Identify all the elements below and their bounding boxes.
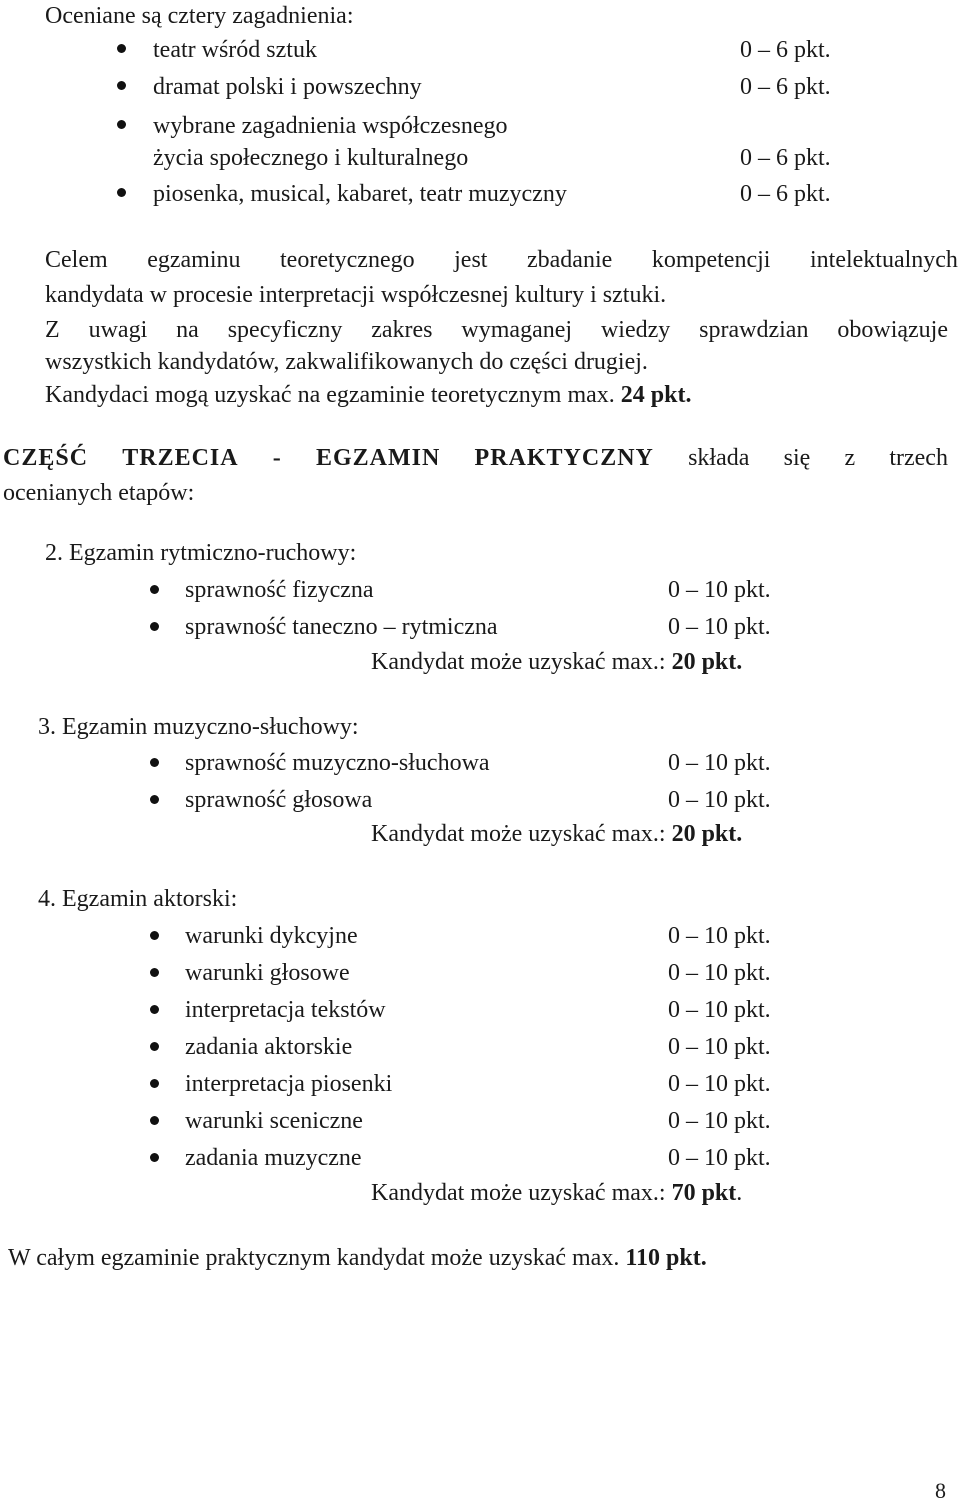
- heading-word: TRZECIA: [122, 445, 239, 471]
- exam-item-label: interpretacja piosenki: [185, 1071, 393, 1097]
- word: Celem: [45, 247, 108, 273]
- total-text: W całym egzaminie praktycznym kandydat może uzyskać max.: [8, 1245, 620, 1271]
- word: na: [176, 317, 199, 343]
- word: sprawdzian: [699, 317, 809, 343]
- heading-word: PRAKTYCZNY: [474, 445, 654, 471]
- word: składa: [688, 445, 750, 471]
- word: uwagi: [88, 317, 148, 343]
- heading-word: -: [272, 445, 282, 471]
- bullet-icon: [150, 968, 159, 977]
- exam-item-points: 0 – 10 pkt.: [668, 577, 771, 603]
- heading-word: EGZAMIN: [316, 445, 441, 471]
- page-number: 8: [935, 1478, 946, 1503]
- exam-item-points: 0 – 10 pkt.: [668, 997, 771, 1023]
- word: wymaganej: [461, 317, 573, 343]
- exam-max-line: [371, 822, 742, 846]
- topic-label: dramat polski i powszechny: [153, 74, 422, 100]
- para1-line2: kandydata w procesie interpretacji współczesnej kultury i sztuki.: [45, 282, 667, 308]
- exam-max-tail: .: [736, 1180, 743, 1206]
- word: trzech: [889, 445, 948, 471]
- exam-item-points: 0 – 10 pkt.: [668, 1108, 771, 1134]
- bullet-icon: [150, 585, 159, 594]
- topic-points: 0 – 6 pkt.: [740, 145, 831, 171]
- exam-item-label: warunki głosowe: [185, 960, 350, 986]
- bullet-icon: [150, 1116, 159, 1125]
- word: teoretycznego: [280, 247, 415, 273]
- exam-item-label: warunki dykcyjne: [185, 923, 358, 949]
- exam-max-line: [371, 1181, 742, 1205]
- topic-points: 0 – 6 pkt.: [740, 37, 831, 63]
- exam-max-text: Kandydat może uzyskać max.:: [371, 821, 666, 847]
- word: kompetencji: [651, 247, 771, 273]
- part3-heading-line: [3, 446, 948, 470]
- topic-label: wybrane zagadnienia współczesnego: [153, 113, 508, 139]
- theory-max-points: 24 pkt.: [620, 382, 692, 408]
- bullet-icon: [117, 81, 126, 90]
- para2-line1: [45, 318, 948, 342]
- topic-points: 0 – 6 pkt.: [740, 74, 831, 100]
- exam-title: 2. Egzamin rytmiczno-ruchowy:: [45, 540, 357, 566]
- word: z: [844, 445, 856, 471]
- bullet-icon: [150, 795, 159, 804]
- part3-line2: ocenianych etapów:: [3, 480, 195, 506]
- word: zbadanie: [527, 247, 613, 273]
- bullet-icon: [117, 44, 126, 53]
- word: Z: [45, 317, 60, 343]
- exam-max-points: 20 pkt.: [671, 649, 743, 675]
- theory-max-text: Kandydaci mogą uzyskać na egzaminie teoretycznym max.: [45, 382, 615, 408]
- heading-word: CZĘŚĆ: [3, 445, 89, 471]
- topic-label: teatr wśród sztuk: [153, 37, 317, 63]
- exam-max-text: Kandydat może uzyskać max.:: [371, 649, 666, 675]
- bullet-icon: [150, 1079, 159, 1088]
- exam-max-points: 70 pkt: [671, 1180, 737, 1206]
- word: obowiązuje: [837, 317, 948, 343]
- word: intelektualnych: [809, 247, 958, 273]
- topic-label-continued: życia społecznego i kulturalnego: [153, 145, 469, 171]
- exam-item-points: 0 – 10 pkt.: [668, 787, 771, 813]
- word: specyficzny: [227, 317, 343, 343]
- exam-item-label: sprawność fizyczna: [185, 577, 374, 603]
- bullet-icon: [150, 1153, 159, 1162]
- exam-item-label: sprawność muzyczno-słuchowa: [185, 750, 490, 776]
- para2-line2: wszystkich kandydatów, zakwalifikowanych do części drugiej.: [45, 349, 648, 375]
- bullet-icon: [150, 1042, 159, 1051]
- exam-max-points: 20 pkt.: [671, 821, 743, 847]
- intro-text: Oceniane są cztery zagadnienia:: [45, 3, 354, 29]
- exam-item-points: 0 – 10 pkt.: [668, 1145, 771, 1171]
- word: się: [783, 445, 811, 471]
- bullet-icon: [117, 188, 126, 197]
- exam-item-label: warunki sceniczne: [185, 1108, 363, 1134]
- exam-max-line: [371, 650, 742, 674]
- exam-item-points: 0 – 10 pkt.: [668, 960, 771, 986]
- bullet-icon: [150, 758, 159, 767]
- word: wiedzy: [600, 317, 671, 343]
- total-line: [8, 1246, 707, 1270]
- exam-max-text: Kandydat może uzyskać max.:: [371, 1180, 666, 1206]
- bullet-icon: [150, 622, 159, 631]
- exam-title: 4. Egzamin aktorski:: [38, 886, 238, 912]
- topic-label: piosenka, musical, kabaret, teatr muzyczny: [153, 181, 567, 207]
- bullet-icon: [117, 120, 126, 129]
- theory-max-line: [45, 383, 691, 407]
- exam-item-points: 0 – 10 pkt.: [668, 1034, 771, 1060]
- bullet-icon: [150, 1005, 159, 1014]
- exam-item-points: 0 – 10 pkt.: [668, 1071, 771, 1097]
- bullet-icon: [150, 931, 159, 940]
- total-points: 110 pkt.: [625, 1245, 707, 1271]
- topic-points: 0 – 6 pkt.: [740, 181, 831, 207]
- exam-title: 3. Egzamin muzyczno-słuchowy:: [38, 714, 359, 740]
- exam-item-label: interpretacja tekstów: [185, 997, 386, 1023]
- word: jest: [454, 247, 488, 273]
- exam-item-label: zadania muzyczne: [185, 1145, 362, 1171]
- exam-item-label: sprawność taneczno – rytmiczna: [185, 614, 498, 640]
- exam-item-label: sprawność głosowa: [185, 787, 373, 813]
- exam-item-points: 0 – 10 pkt.: [668, 750, 771, 776]
- exam-item-label: zadania aktorskie: [185, 1034, 353, 1060]
- word: egzaminu: [147, 247, 241, 273]
- word: zakres: [371, 317, 433, 343]
- exam-item-points: 0 – 10 pkt.: [668, 923, 771, 949]
- exam-item-points: 0 – 10 pkt.: [668, 614, 771, 640]
- para1-line1: [45, 248, 958, 272]
